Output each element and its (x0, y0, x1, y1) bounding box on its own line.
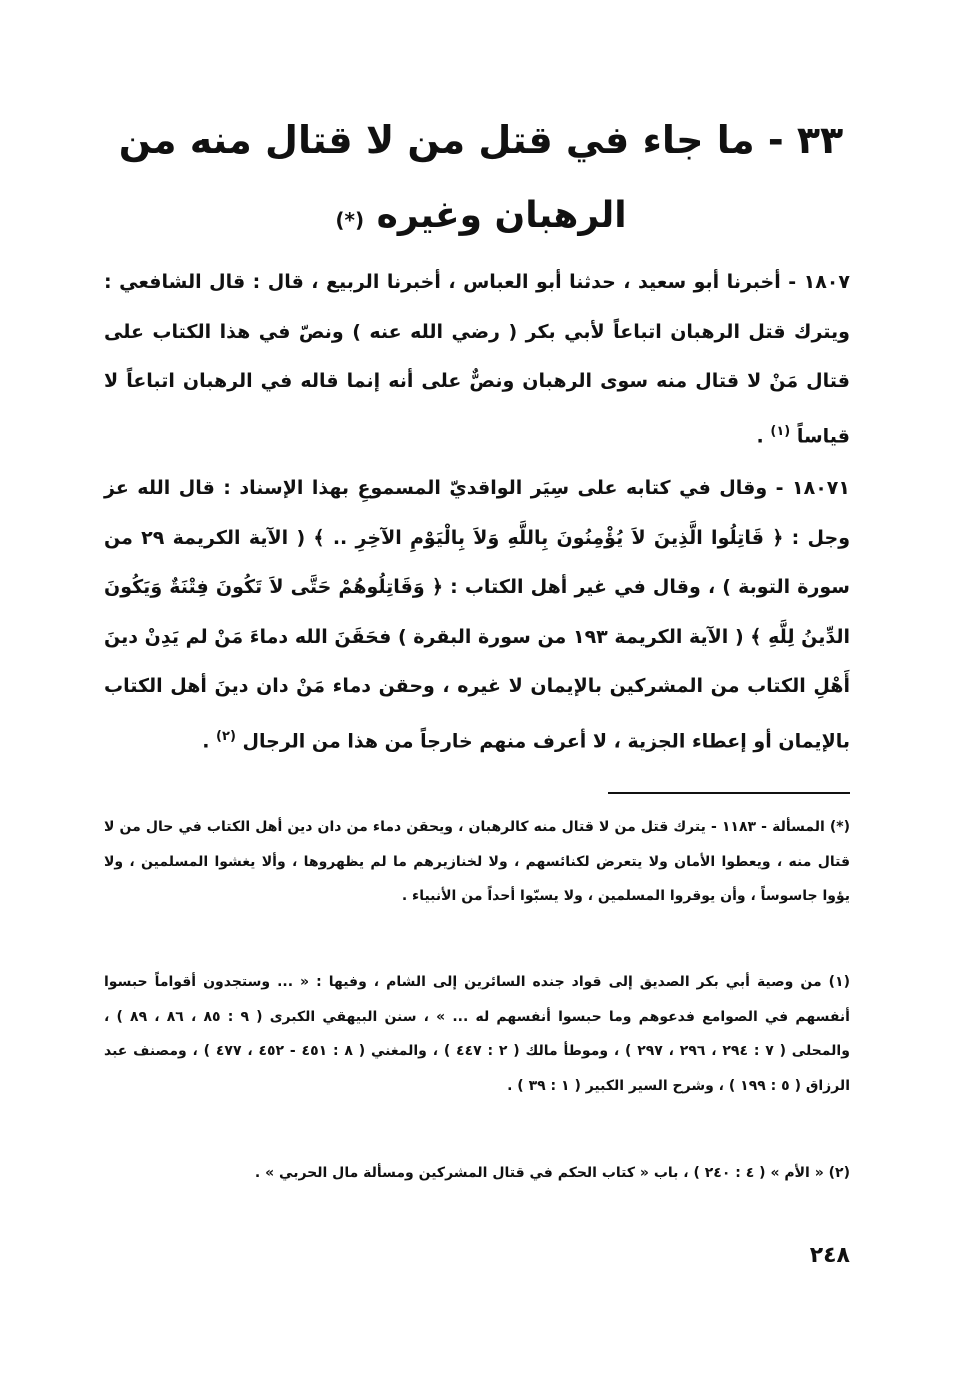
chapter-title-line-1: ٣٣ - ما جاء في قتل من لا قتال منه من (118, 118, 844, 162)
body-paragraph (104, 258, 850, 461)
footnote-label: المسألة - ١١٨٣ (721, 819, 825, 835)
footnote-marker: (*) (829, 819, 851, 835)
footnote-reference: (١) (770, 423, 791, 439)
page-number: ٢٤٨ (809, 1243, 850, 1268)
paragraph-number: ١٨٠٧١ (792, 477, 850, 499)
footnote-text: « الأم » ( ٤ : ٢٤٠ ) ، باب « كتاب الحكم في قتال المشركين ومسألة مال الحربي » . (254, 1165, 829, 1181)
paragraph-text: - وقال في كتابه على سِيَر الواقديّ المسموعِ بهذا الإسناد : قال الله عز وجل : ﴿ قَاتِلُوا الَّذِينَ لاَ يُؤْمِنُونَ بِاللَّهِ وَلاَ بِالْيَوْمِ الآخِرِ .. ﴾ ( الآية الكريمة ٢٩ من سورة التوبة ) ، وقال في غير أهل الكتاب : ﴿ وَقَاتِلُوهُمْ حَتَّى لاَ تَكُونَ فِتْنَةٌ وَيَكُونَ الدِّينُ لِلَّهِ ﴾ ( الآية الكريمة ١٩٣ من سورة البقرة ) فحَقَنَ الله دماءَ مَنْ لم يَدِنْ دينَ أَهْلِ الكتاب من المشركين بالإيمان لا غيره ، وحقن دماء مَنْ دان دينَ أهل الكتاب بالإيمان أو إعطاء الجزية ، لا أعرف منهم خارجاً من هذا من الرجال (104, 477, 851, 752)
footnote-text: من وصية أبي بكر الصديق إلى قواد جنده السائرين إلى الشام ، وفيها : « ... وستجدون أقواماً حبسوا أنفسهم في الصوامع فدعوهم وما حبسوا أنفسهم له ... » ، سنن البيهقي الكبرى ( ٩ : ٨٥ ، ٨٦ ، ٨٩ ) ، والمحلى ( ٧ : ٢٩٤ ، ٢٩٦ ، ٢٩٧ ) ، وموطأ مالك ( ٢ : ٤٤٧ ) ، والمغني ( ٨ : ٤٥١ - ٤٥٢ ، ٤٧٧ ) ، ومصنف عبد الرزاق ( ٥ : ١٩٩ ) ، وشرح السير الكبير ( ١ : ٣٩ ) . (104, 974, 850, 1094)
paragraph-number: ١٨٠٧ (803, 271, 850, 293)
chapter-footnote-marker: (*) (335, 208, 365, 232)
chapter-title-line-2: الرهبان وغيره (376, 195, 627, 236)
footnote-separator (608, 792, 850, 794)
chapter-subtitle (110, 184, 852, 252)
footnote-2 (104, 1156, 850, 1191)
footnote-marker: (٢) (828, 1165, 850, 1181)
paragraph-end: . (756, 424, 771, 447)
footnote-marker: (١) (828, 974, 850, 990)
footnote-1 (104, 965, 850, 1103)
footnote-text: - يترك قتل من لا قتال منه كالرهبان ، ويحقن دماء من دان دين أهل الكتاب في حال من لا قتال منه ، ويعطوا الأمان ولا يتعرض لكنائسهم ، ولا لخنازيرهم ما لم يظهروها ، وألا يغشوا المسلمين ، ولا يؤوا جاسوساً ، وأن يوقروا المسلمين ، ولا يسبّوا أحداً من الأنبياء . (104, 819, 850, 904)
body-paragraph (104, 464, 850, 766)
paragraph-text: - أخبرنا أبو سعيد ، حدثنا أبو العباس ، أخبرنا الربيع ، قال : قال الشافعي : ويترك قتل الرهبان اتباعاً لأبي بكر ( رضي الله عنه ) ونصّ في هذا الكتاب على قتال مَنْ لا قتال منه سوى الرهبان ونصٌّ على أنه إنما قاله في الرهبان اتباعاً لا قياساً (104, 271, 850, 447)
footnote-reference: (٢) (216, 728, 236, 744)
footnote-star (104, 810, 850, 914)
paragraph-end: . (202, 729, 217, 752)
chapter-title (110, 108, 852, 172)
